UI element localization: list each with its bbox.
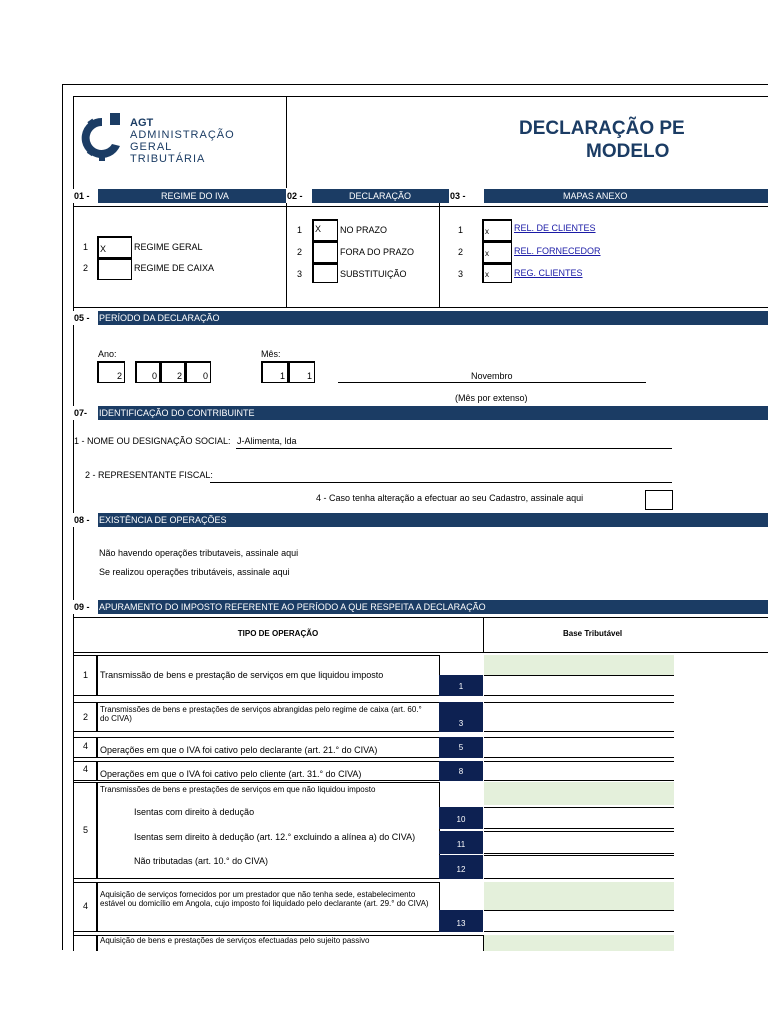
section-09-label: APURAMENTO DO IMPOSTO REFERENTE AO PERÍODO A QUE RESPEITA A DECLARAÇÃO	[99, 602, 486, 612]
field-10: 10	[439, 807, 483, 829]
section-01-label: REGIME DO IVA	[161, 191, 229, 201]
col-tipo-label: TIPO DE OPERAÇÃO	[237, 629, 319, 638]
table-row-num	[73, 782, 97, 879]
field-8: 8	[439, 761, 483, 781]
form-top-border	[62, 84, 768, 85]
section-02-num: 02 -	[286, 189, 312, 203]
section-03-label: MAPAS ANEXO	[563, 191, 628, 201]
row-1-text: Transmissão de bens e prestação de serviços em que liquidou imposto	[100, 670, 384, 680]
reg-clientes-link[interactable]: REG. CLIENTES	[514, 268, 583, 278]
regime-caixa-label: REGIME DE CAIXA	[134, 263, 215, 273]
field-13: 13	[439, 910, 483, 932]
mapas-2-num: 2	[458, 247, 464, 257]
logo-text-line3: GERAL	[130, 141, 173, 153]
table-row-num	[73, 655, 97, 696]
declaracao-1-num: 1	[297, 225, 303, 235]
nome-label: 1 - NOME OU DESIGNAÇÃO SOCIAL:	[74, 436, 231, 446]
page-bottom-margin	[0, 951, 768, 1024]
section-bar-05	[73, 311, 768, 325]
base-cell-green	[484, 882, 674, 910]
section-05-label: PERÍODO DA DECLARAÇÃO	[99, 313, 220, 323]
mes-extenso-line	[338, 382, 646, 383]
isentas-com-label: Isentas com direito à dedução	[134, 807, 255, 817]
col-base-label: Base Tributável	[563, 629, 623, 638]
base-cell-green	[484, 935, 674, 951]
section-08-label: EXISTÊNCIA DE OPERAÇÕES	[99, 515, 227, 525]
table-row-num	[73, 761, 97, 781]
section-09-num: 09 -	[73, 600, 98, 614]
mes-label: Mês:	[261, 349, 281, 359]
fora-do-prazo-label: FORA DO PRAZO	[340, 247, 415, 257]
fora-do-prazo-checkbox[interactable]	[312, 241, 338, 263]
field-11: 11	[439, 831, 483, 854]
table-row-num	[73, 882, 97, 932]
declaracao-3-num: 3	[297, 269, 303, 279]
substituicao-label: SUBSTITUIÇÃO	[340, 269, 407, 279]
regime-1-num: 1	[83, 242, 89, 252]
logo-text-line4: TRIBUTÁRIA	[130, 153, 206, 165]
mapas-3-num: 3	[458, 269, 464, 279]
page-subtitle: MODELO	[586, 141, 670, 162]
base-cell-green	[484, 655, 674, 675]
nao-havendo-label: Não havendo operações tributaveis, assinale aqui	[99, 548, 299, 558]
section-bar-07	[73, 406, 768, 420]
substituicao-checkbox[interactable]	[312, 263, 338, 283]
field-1-input[interactable]	[484, 675, 674, 696]
section-08-num: 08 -	[73, 513, 98, 527]
field-1: 1	[439, 675, 483, 696]
se-realizou-label: Se realizou operações tributáveis, assinale aqui	[99, 567, 290, 577]
field-8-input[interactable]	[484, 761, 674, 781]
nome-line	[236, 448, 672, 449]
section-bar-08	[73, 513, 768, 527]
alteracao-label: 4 - Caso tenha alteração a efectuar ao seu Cadastro, assinale aqui	[316, 493, 584, 503]
nome-value[interactable]: J-Alimenta, lda	[237, 436, 297, 446]
gear-logo-icon	[80, 112, 124, 164]
field-12: 12	[439, 855, 483, 879]
section-02-label: DECLARAÇÃO	[349, 191, 412, 201]
mes-extenso-value: Novembro	[471, 371, 513, 381]
field-5: 5	[439, 737, 483, 758]
table-row-num	[73, 737, 97, 758]
row-3-text: Operações em que o IVA foi cativo pelo declarante (art. 21.° do CIVA)	[100, 745, 378, 755]
table-row	[97, 737, 440, 758]
no-prazo-label: NO PRAZO	[340, 225, 388, 235]
section-05-num: 05 -	[73, 311, 98, 325]
field-3-input[interactable]	[484, 702, 674, 732]
mes-digit-2[interactable]: 1	[288, 361, 315, 383]
section-07-num: 07-	[73, 406, 98, 420]
field-11-input[interactable]	[484, 831, 674, 854]
header-divider	[286, 96, 287, 188]
row-5-text: Transmissões de bens e prestações de serviços em que não liquidou imposto	[100, 785, 376, 794]
row-4-num: 4	[83, 764, 89, 774]
field-3: 3	[439, 702, 483, 732]
table-row	[97, 761, 440, 781]
field-12-input[interactable]	[484, 855, 674, 879]
field-13-input[interactable]	[484, 910, 674, 932]
field-5-input[interactable]	[484, 737, 674, 758]
table-row	[97, 655, 440, 696]
row-6-num: 4	[83, 901, 89, 911]
section-bar-09	[73, 600, 768, 614]
rel-clientes-link[interactable]: REL. DE CLIENTES	[514, 223, 596, 233]
col-tipo-header	[73, 617, 484, 653]
form-left-border	[62, 84, 63, 950]
bar-underline	[73, 206, 768, 207]
base-cell-green	[484, 782, 674, 805]
regime-caixa-checkbox[interactable]	[97, 258, 132, 280]
alteracao-checkbox[interactable]	[645, 490, 673, 510]
table-row	[97, 702, 440, 732]
header-top-line	[73, 96, 768, 97]
col-base-header	[484, 617, 768, 653]
row-2-num: 2	[83, 712, 89, 722]
rel-fornecedor-link[interactable]: REL. FORNECEDOR	[514, 246, 601, 256]
logo-text-line2: ADMINISTRAÇÃO	[130, 129, 235, 141]
representante-label: 2 - REPRESENTANTE FISCAL:	[85, 470, 213, 480]
row-4-text: Operações em que o IVA foi cativo pelo cliente (art. 31.° do CIVA)	[100, 769, 362, 779]
section-07-label: IDENTIFICAÇÃO DO CONTRIBUINTE	[99, 408, 255, 418]
representante-line[interactable]	[210, 482, 672, 483]
field-10-input[interactable]	[484, 807, 674, 829]
section-01-num: 01 -	[73, 189, 98, 203]
mes-digit-1[interactable]: 1	[261, 361, 288, 383]
agt-logo	[80, 112, 124, 164]
ano-digit-4[interactable]: 0	[185, 361, 211, 383]
row-7-text: Aquisição de bens e prestações de serviços efectuadas pelo sujeito passivo	[100, 936, 370, 945]
section-03-num: 03 -	[449, 189, 484, 203]
reg-clientes-checkbox[interactable]: x	[482, 263, 512, 283]
nao-tributadas-label: Não tributadas (art. 10.° do CIVA)	[134, 856, 268, 866]
row-divider	[73, 307, 768, 308]
regime-2-num: 2	[83, 263, 89, 273]
mes-extenso-hint: (Mês por extenso)	[455, 393, 528, 403]
row-3-num: 4	[83, 741, 89, 751]
table-row	[97, 882, 440, 932]
row-6-text: Aquisição de serviços fornecidos por um prestador que não tenha sede, estabelecimento estável ou domicílio em Angola, cujo imposto foi liquidado pelo declarante (art. 29.° do CIVA)	[100, 890, 429, 908]
table-row-num	[73, 702, 97, 732]
section-bar-01-03	[73, 189, 768, 203]
ano-digit-2[interactable]: 0	[135, 361, 160, 383]
no-prazo-checkbox[interactable]: X	[312, 219, 338, 241]
regime-geral-checkbox[interactable]: X	[97, 236, 132, 258]
row-2-text: Transmissões de bens e prestações de serviços abrangidas pelo regime de caixa (art. 60.° do CIVA)	[100, 705, 422, 723]
ano-label: Ano:	[98, 349, 117, 359]
declaracao-2-num: 2	[297, 247, 303, 257]
rel-clientes-checkbox[interactable]: x	[482, 219, 512, 241]
ano-digit-3[interactable]: 2	[160, 361, 185, 383]
logo-text-agt: AGT	[130, 117, 154, 129]
declaracao-divider	[439, 203, 440, 307]
isentas-sem-label: Isentas sem direito à dedução (art. 12.° excluindo a alínea a) do CIVA)	[134, 832, 416, 842]
page-title: DECLARAÇÃO PE	[519, 118, 685, 139]
row-5-num: 5	[83, 825, 89, 835]
rel-fornecedor-checkbox[interactable]: x	[482, 241, 512, 263]
row-1-num: 1	[83, 670, 89, 680]
mapas-1-num: 1	[458, 225, 464, 235]
regime-divider	[286, 203, 287, 307]
ano-digit-1[interactable]: 2	[97, 361, 125, 383]
regime-geral-label: REGIME GERAL	[134, 242, 203, 252]
